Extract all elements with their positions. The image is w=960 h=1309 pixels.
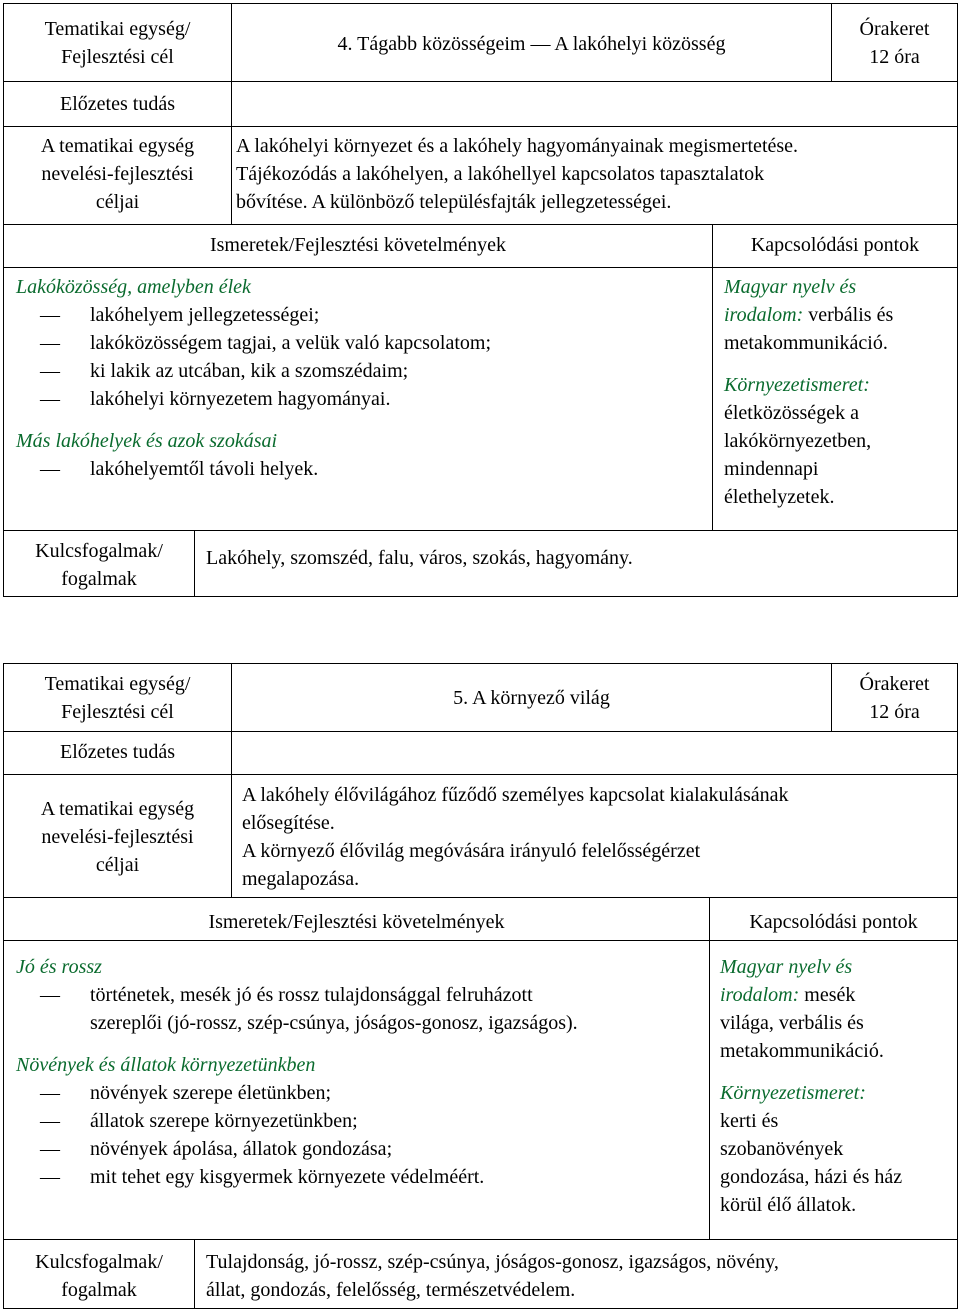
connection-text: metakommunikáció. xyxy=(720,1040,884,1062)
col-divider xyxy=(194,1240,195,1309)
connection-subject: Környezetismeret: xyxy=(720,1082,866,1104)
connection-text: verbális és xyxy=(803,304,894,326)
list-item: — állatok szerepe környezetünkben; xyxy=(90,1107,706,1135)
row-divider xyxy=(3,224,958,225)
connection-subject: irodalom: xyxy=(720,984,800,1006)
goals-line: bővítése. A különböző településfajták jellegzetességei. xyxy=(236,191,672,213)
row-divider xyxy=(3,267,958,268)
hours-block xyxy=(832,670,957,726)
col-divider xyxy=(712,225,713,531)
keywords-line: állat, gondozás, felelősség, természetvédelem. xyxy=(206,1279,576,1301)
keywords-line: Tulajdonság, jó-rossz, szép-csúnya, jóságos-gonosz, igazságos, növény, xyxy=(206,1251,779,1273)
prior-knowledge-label: Előzetes tudás xyxy=(60,93,175,115)
goals-label xyxy=(4,795,231,879)
goals-label-line: céljai xyxy=(95,854,140,876)
row-divider xyxy=(3,731,958,732)
unit-title: 5. A környező világ xyxy=(453,687,610,709)
section-list xyxy=(16,301,706,413)
list-item: — ki lakik az utcában, kik a szomszédaim; xyxy=(90,357,706,385)
connection-text: szobanövények xyxy=(720,1138,844,1160)
connection-text: világa, verbális és xyxy=(720,1012,864,1034)
hours-block xyxy=(832,15,957,71)
list-item: — lakóhelyi környezetem hagyományai. xyxy=(90,385,706,413)
connection-text: életközösségek a xyxy=(724,402,859,424)
row-divider xyxy=(3,81,958,82)
connections-content xyxy=(724,273,956,511)
col-divider xyxy=(194,531,195,597)
goals-line: A lakóhelyi környezet és a lakóhely hagyományainak megismertetése. xyxy=(236,135,799,157)
keywords-label xyxy=(4,1248,194,1304)
list-item: — növények szerepe életünkben; xyxy=(90,1079,706,1107)
goals-label-line: nevelési-fejlesztési xyxy=(41,163,194,185)
connection-text: körül élő állatok. xyxy=(720,1194,857,1216)
hours-value: 12 óra xyxy=(869,701,920,723)
table-border-top xyxy=(3,663,958,664)
unit-label-line: Tematikai egység/ xyxy=(44,673,191,695)
connection-subject: irodalom: xyxy=(724,304,804,326)
keywords-label xyxy=(4,537,194,593)
requirements-content xyxy=(16,953,706,1191)
list-item: — történetek, mesék jó és rossz tulajdonsággal felruházott xyxy=(90,981,706,1009)
prior-knowledge-label: Előzetes tudás xyxy=(60,741,175,763)
goals-line: megalapozása. xyxy=(242,868,360,890)
connection-text: mesék xyxy=(799,984,856,1006)
connection-line xyxy=(720,981,956,1009)
goals-text xyxy=(236,132,956,216)
unit-label-line: Fejlesztési cél xyxy=(61,701,174,723)
unit-table-4 xyxy=(0,3,960,597)
hours-label: Órakeret xyxy=(859,673,930,695)
keywords-text xyxy=(206,1248,951,1304)
section-list xyxy=(16,981,706,1037)
table-border-right xyxy=(957,663,958,1309)
connection-line xyxy=(724,301,956,329)
section-title: Jó és rossz xyxy=(16,956,102,978)
unit-table-5 xyxy=(0,663,960,1309)
goals-text xyxy=(242,781,954,893)
list-item: — mit tehet egy kisgyermek környezete védelméért. xyxy=(90,1163,706,1191)
connection-text: metakommunikáció. xyxy=(724,332,888,354)
table-border-bottom xyxy=(3,596,958,597)
goals-line: A környező élővilág megóvására irányuló felelősségérzet xyxy=(242,840,701,862)
list-item: — lakóközösségem tagjai, a velük való kapcsolatom; xyxy=(90,329,706,357)
connection-text: lakókörnyezetben, xyxy=(724,430,872,452)
row-divider xyxy=(3,897,958,898)
unit-label xyxy=(4,15,231,71)
connection-subject: Magyar nyelv és xyxy=(720,956,853,978)
connection-text: kerti és xyxy=(720,1110,779,1132)
connections-header: Kapcsolódási pontok xyxy=(750,234,920,256)
table-border-top xyxy=(3,3,958,4)
section-title: Növények és állatok környezetünkben xyxy=(16,1054,316,1076)
goals-line: Tájékozódás a lakóhelyen, a lakóhellyel kapcsolatos tapasztalatok xyxy=(236,163,765,185)
section-list xyxy=(16,455,706,483)
goals-label-line: A tematikai egység xyxy=(40,135,195,157)
table-border-right xyxy=(957,3,958,597)
row-divider xyxy=(3,126,958,127)
unit-label xyxy=(4,670,231,726)
keywords-label-line: Kulcsfogalmak/ xyxy=(35,1251,163,1273)
hours-label: Órakeret xyxy=(859,18,930,40)
connection-text: élethelyzetek. xyxy=(724,486,835,508)
goals-label-line: céljai xyxy=(95,191,140,213)
row-divider xyxy=(3,940,958,941)
connection-text: gondozása, házi és ház xyxy=(720,1166,903,1188)
connections-header: Kapcsolódási pontok xyxy=(749,911,918,933)
keywords-label-line: fogalmak xyxy=(61,568,137,590)
requirements-header: Ismeretek/Fejlesztési követelmények xyxy=(209,234,506,256)
goals-line: A lakóhely élővilágához fűződő személyes kapcsolat kialakulásának xyxy=(242,784,789,806)
connection-subject: Magyar nyelv és xyxy=(724,276,857,298)
section-title: Lakóközösség, amelyben élek xyxy=(16,276,251,298)
connection-subject: Környezetismeret: xyxy=(724,374,870,396)
section-list xyxy=(16,1079,706,1191)
row-divider xyxy=(3,530,958,531)
unit-label-line: Tematikai egység/ xyxy=(44,18,191,40)
list-item: — növények ápolása, állatok gondozása; xyxy=(90,1135,706,1163)
col-divider xyxy=(709,898,710,1240)
row-divider xyxy=(3,774,958,775)
connection-text: mindennapi xyxy=(724,458,819,480)
row-divider xyxy=(3,1239,958,1240)
requirements-header: Ismeretek/Fejlesztési követelmények xyxy=(208,911,505,933)
goals-line: elősegítése. xyxy=(242,812,335,834)
list-item: — lakóhelyemtől távoli helyek. xyxy=(90,455,706,483)
goals-label-line: A tematikai egység xyxy=(40,798,195,820)
requirements-content xyxy=(16,273,706,483)
keywords-text: Lakóhely, szomszéd, falu, város, szokás, hagyomány. xyxy=(206,547,633,569)
unit-title: 4. Tágabb közösségeim — A lakóhelyi közösség xyxy=(337,33,726,55)
hours-value: 12 óra xyxy=(869,46,920,68)
keywords-label-line: fogalmak xyxy=(61,1279,137,1301)
goals-label xyxy=(4,132,231,216)
section-title: Más lakóhelyek és azok szokásai xyxy=(16,430,278,452)
list-item: — lakóhelyem jellegzetességei; xyxy=(90,301,706,329)
connections-content xyxy=(720,953,956,1219)
goals-label-line: nevelési-fejlesztési xyxy=(41,826,194,848)
unit-label-line: Fejlesztési cél xyxy=(61,46,174,68)
keywords-label-line: Kulcsfogalmak/ xyxy=(35,540,163,562)
list-item-continuation: szereplői (jó-rossz, szép-csúnya, jóságos-gonosz, igazságos). xyxy=(90,1012,578,1034)
